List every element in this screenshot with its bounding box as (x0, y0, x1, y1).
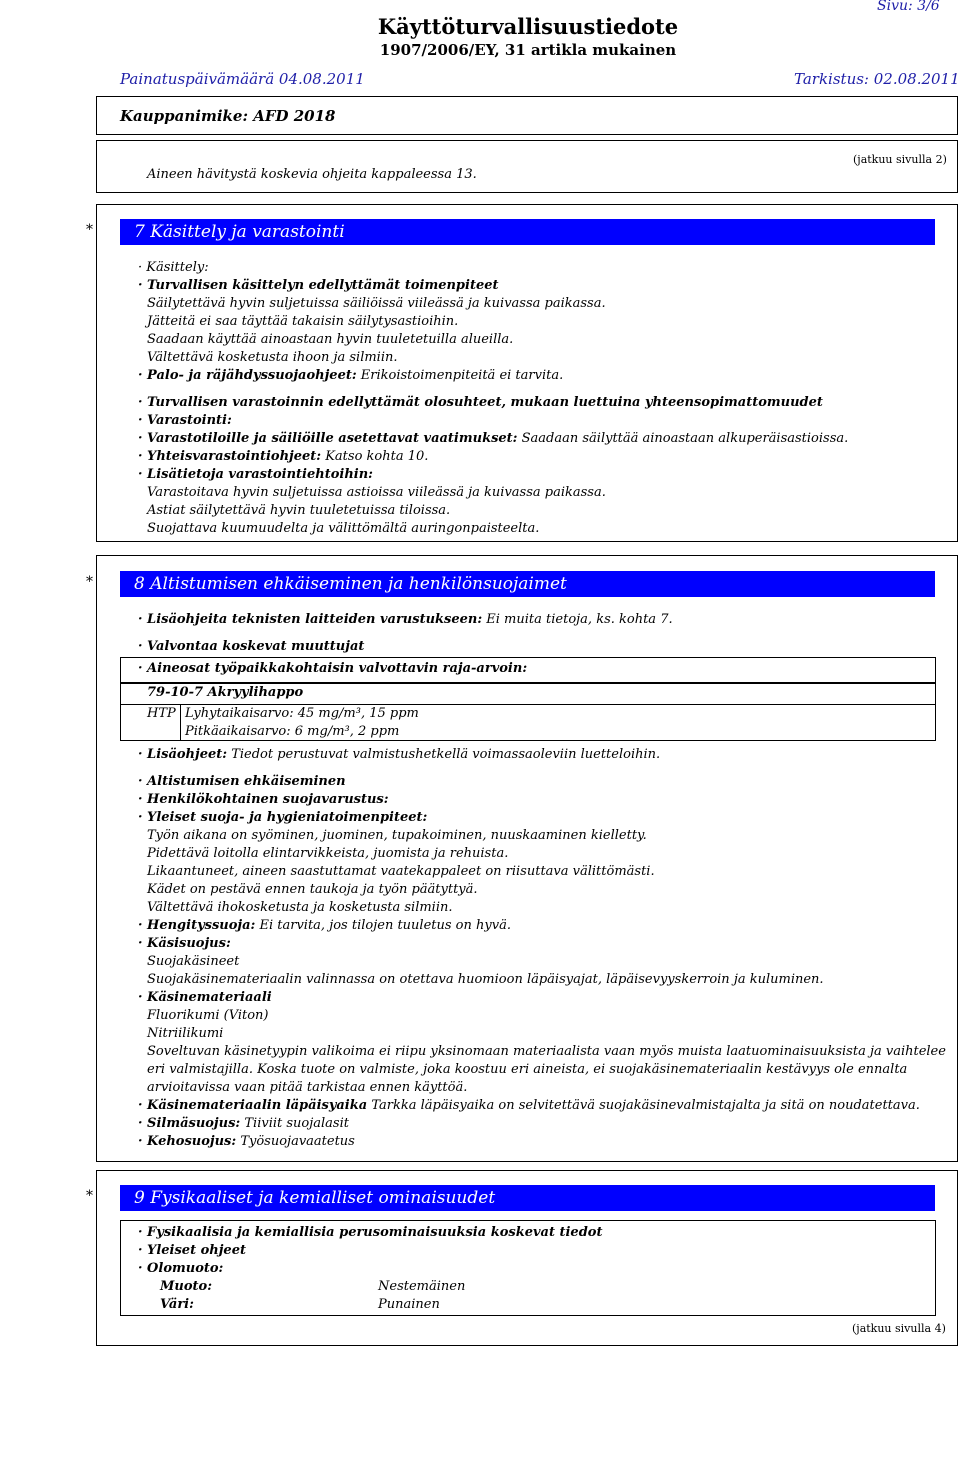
change-marker: * (86, 222, 93, 238)
fire-protection-label: · Palo- ja räjähdyssuojaohjeet: (138, 368, 357, 383)
colour-label: Väri: (160, 1297, 194, 1312)
joint-storage (138, 448, 428, 466)
storage-conditions-heading: · Turvallisen varastoinnin edellyttämät olosuhteet, mukaan luettuina yhteensopimattomuudet (138, 395, 823, 410)
handling-text-1: Säilytettävä hyvin suljetuissa säiliöissä viileässä ja kuivassa paikassa. (147, 296, 606, 311)
print-date: Painatuspäivämäärä 04.08.2011 (120, 70, 365, 88)
continued-from: (jatkuu sivulla 2) (853, 153, 947, 166)
personal-protection: · Henkilökohtainen suojavarustus: (138, 792, 389, 807)
storage-requirements-label: · Varastotiloille ja säiliöille asetettavat vaatimukset: (138, 431, 518, 446)
storage-label: · Varastointi: (138, 413, 232, 428)
additional-info-label: · Lisäohjeet: (138, 747, 228, 762)
glove-material-5: arvioitavissa vaan pitää tarkistaa ennen käyttöä. (147, 1080, 468, 1095)
additional-info (138, 746, 660, 764)
change-marker: * (86, 1188, 93, 1204)
exposure-controls: · Altistumisen ehkäiseminen (138, 774, 346, 789)
limit-values-heading: · Aineosat työpaikkakohtaisin valvottavin raja-arvoin: (138, 661, 528, 676)
form-label: Muoto: (160, 1279, 212, 1294)
fire-protection (138, 367, 563, 385)
storage-info-2: Astiat säilytettävä hyvin tuuletetuissa tiloissa. (147, 503, 451, 518)
storage-requirements (138, 430, 848, 448)
hand-protection-label: · Käsisuojus: (138, 936, 231, 951)
glove-material-1: Fluorikumi (Viton) (147, 1008, 269, 1023)
respiratory-protection-label: · Hengityssuoja: (138, 918, 256, 933)
page-number: Sivu: 3/6 (877, 0, 940, 14)
previous-section-box (96, 140, 958, 193)
eye-protection-value: Tiiviit suojalasit (244, 1116, 349, 1131)
penetration-time-label: · Käsinemateriaalin läpäisyaika (138, 1098, 368, 1113)
body-protection-label: · Kehosuojus: (138, 1134, 237, 1149)
penetration-time (138, 1097, 920, 1115)
long-term-value: Pitkäaikaisarvo: 6 mg/m³, 2 ppm (185, 724, 400, 739)
document-subtitle: 1907/2006/EY, 31 artikla mukainen (379, 41, 677, 59)
section-8-title: 8 Altistumisen ehkäiseminen ja henkilönsuojaimet (120, 571, 935, 597)
section-9-title: 9 Fysikaaliset ja kemialliset ominaisuudet (120, 1185, 935, 1211)
hygiene-text-3: Likaantuneet, aineen saastuttamat vaatekappaleet on riisuttava välittömästi. (147, 864, 655, 879)
continued-to: (jatkuu sivulla 4) (852, 1322, 946, 1335)
control-parameters: · Valvontaa koskevat muuttujat (138, 639, 365, 654)
eye-protection (138, 1115, 349, 1133)
document-title: Käyttöturvallisuustiedote (377, 14, 679, 39)
handling-text-4: Vältettävä kosketusta ihoon ja silmiin. (147, 350, 398, 365)
product-box (96, 96, 958, 135)
storage-info-3: Suojattava kuumuudelta ja välittömältä auringonpaisteelta. (147, 521, 540, 536)
glove-material-2: Nitriilikumi (147, 1026, 224, 1041)
safe-handling-heading: · Turvallisen käsittelyn edellyttämät toimenpiteet (138, 278, 499, 293)
glove-material-4: eri valmistajilla. Koska tuote on valmiste, joka koostuu eri aineista, ei suojakäsinemateriaalin kestävyys ole ennalta (147, 1062, 908, 1077)
hygiene-text-2: Pidettävä loitolla elintarvikkeista, juomista ja rehuista. (147, 846, 509, 861)
revision-date: Tarkistus: 02.08.2011 (794, 70, 960, 88)
short-term-value: Lyhytaikaisarvo: 45 mg/m³, 15 ppm (185, 706, 419, 721)
joint-storage-label: · Yhteisvarastointiohjeet: (138, 449, 322, 464)
storage-info-label: · Lisätietoja varastointiehtoihin: (138, 467, 373, 482)
storage-requirements-value: Saadaan säilyttää ainoastaan alkuperäisastioissa. (521, 431, 849, 446)
htp-label: HTP (147, 706, 176, 721)
general-info-label: · Yleiset ohjeet (138, 1243, 246, 1258)
respiratory-protection (138, 917, 511, 935)
hand-protection-2: Suojakäsinemateriaalin valinnassa on otettava huomioon läpäisyajat, läpäisevyyskerroin ja kuluminen. (147, 972, 824, 987)
glove-material-3: Soveltuvan käsinetyypin valikoima ei riipu yksinomaan materiaalista vaan myös muista laatuominaisuuksista ja vaihtelee (147, 1044, 946, 1059)
technical-equipment-label: · Lisäohjeita teknisten laitteiden varustukseen: (138, 612, 483, 627)
substance-cas: 79-10-7 Akryylihappo (147, 685, 304, 700)
handling-text-3: Saadaan käyttää ainoastaan hyvin tuuletetuilla alueilla. (147, 332, 514, 347)
respiratory-protection-value: Ei tarvita, jos tilojen tuuletus on hyvä. (259, 918, 511, 933)
fire-protection-value: Erikoistoimenpiteitä ei tarvita. (360, 368, 564, 383)
hand-protection-1: Suojakäsineet (147, 954, 240, 969)
eye-protection-label: · Silmäsuojus: (138, 1116, 241, 1131)
section-7-title: 7 Käsittely ja varastointi (120, 219, 935, 245)
hygiene-text-4: Kädet on pestävä ennen taukoja ja työn päätyttyä. (147, 882, 478, 897)
body-protection (138, 1133, 355, 1151)
hygiene-measures-label: · Yleiset suoja- ja hygieniatoimenpiteet: (138, 810, 428, 825)
colour-value: Punainen (378, 1297, 440, 1312)
disposal-note: Aineen hävitystä koskevia ohjeita kappaleessa 13. (147, 167, 477, 182)
penetration-time-value: Tarkka läpäisyaika on selvitettävä suojakäsinevalmistajalta ja sitä on noudatettava. (371, 1098, 920, 1113)
physical-properties-heading: · Fysikaalisia ja kemiallisia perusominaisuuksia koskevat tiedot (138, 1225, 603, 1240)
technical-equipment (138, 611, 673, 629)
hygiene-text-1: Työn aikana on syöminen, juominen, tupakoiminen, nuuskaaminen kielletty. (147, 828, 647, 843)
hygiene-text-5: Vältettävä ihokosketusta ja kosketusta silmiin. (147, 900, 453, 915)
appearance-label: · Olomuoto: (138, 1261, 224, 1276)
handling-text-2: Jätteitä ei saa täyttää takaisin säilytysastioihin. (147, 314, 459, 329)
additional-info-value: Tiedot perustuvat valmistushetkellä voimassaoleviin luetteloihin. (231, 747, 661, 762)
storage-info-1: Varastoitava hyvin suljetuissa astioissa viileässä ja kuivassa paikassa. (147, 485, 606, 500)
technical-equipment-value: Ei muita tietoja, ks. kohta 7. (486, 612, 673, 627)
handling-label: · Käsittely: (138, 260, 209, 275)
change-marker: * (86, 574, 93, 590)
product-name: Kauppanimike: AFD 2018 (120, 107, 336, 125)
form-value: Nestemäinen (378, 1279, 466, 1294)
joint-storage-value: Katso kohta 10. (325, 449, 429, 464)
htp-divider (180, 704, 181, 741)
glove-material-label: · Käsinemateriaali (138, 990, 272, 1005)
body-protection-value: Työsuojavaatetus (240, 1134, 355, 1149)
